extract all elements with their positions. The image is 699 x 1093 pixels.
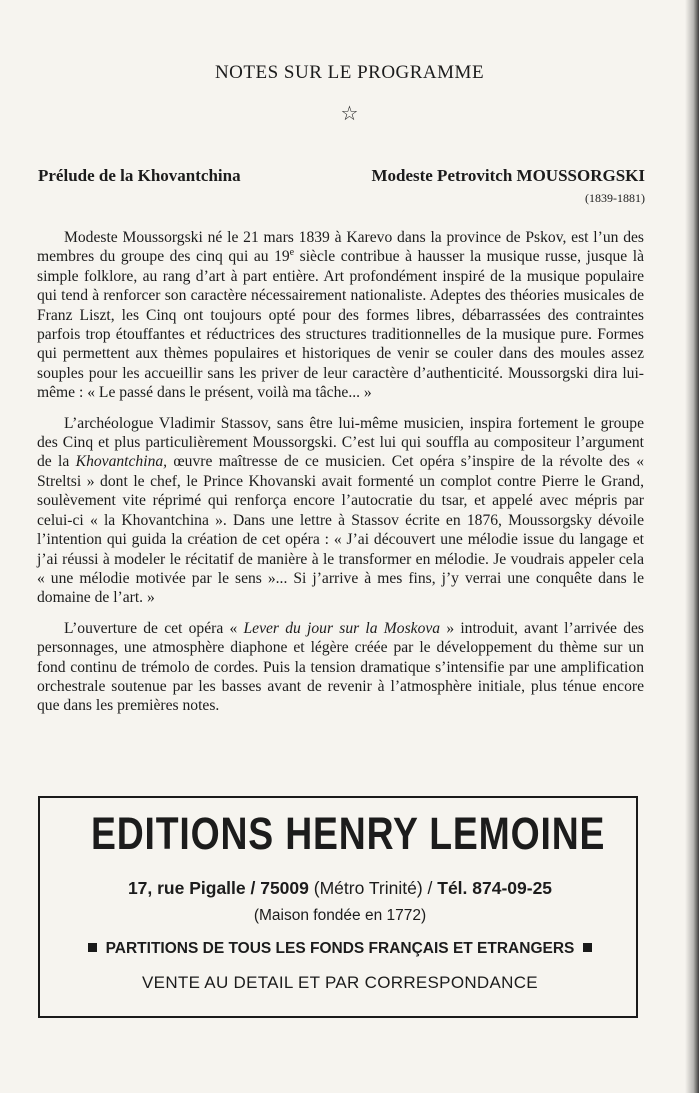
metro-station: (Métro Trinité) / [308, 878, 438, 898]
sales-line: VENTE AU DETAIL ET PAR CORRESPONDANCE [142, 973, 538, 992]
paragraph-text: L’archéologue Vladimir Stassov, sans être lui-même musicien, inspira fortement le groupe des Cinq et plus particulièrement Moussorgski. C’est lui qui souffla au compositeur l’argument de la [37, 414, 644, 471]
paragraph-text: Modeste Moussorgski né le 21 mars 1839 à Karevo dans la province de Pskov, est l’un des membres du groupe des cinq qui au 19 [37, 229, 644, 266]
paragraph-text: L’ouverture de cet opéra « [64, 619, 244, 637]
phone-number: Tél. 874-09-25 [437, 878, 553, 898]
founded-note: (Maison fondée en 1772) [253, 907, 427, 924]
star-ornament-icon: ☆ [340, 103, 359, 125]
program-notes [37, 228, 644, 727]
paragraph-overture [37, 619, 644, 716]
advert-title: EDITIONS HENRY LEMOINE [91, 808, 606, 859]
paragraph-text: siècle contribue à hausser la musique russe, jusque là simple folklore, au rang d’art à part entière. Art profondément inspiré de la musique populaire qui tend à renforcer son caractère nécessairement nationaliste. Adeptes des théories musicales de Franz Liszt, les Cinq ont toujours opté pour des formes libres, débarrassées des contraintes parfois trop étouffantes et réductrices des structures traditionnelles de la musique pure. Formes qui permettent aux thèmes populaires et historiques de venir se couler dans des moules assez souples pour les accueillir sans les priver de leur caractère d’authenticité. Moussorgski dira lui-même : « Le passé dans le présent, voilà ma tâche... » [37, 248, 645, 402]
overture-title: Lever du jour sur la Moskova [243, 619, 441, 637]
publisher-advert [38, 796, 638, 1018]
street-address: 17, rue Pigalle / 75009 [127, 878, 309, 898]
superscript: e [289, 247, 295, 259]
page-heading: NOTES SUR LE PROGRAMME [214, 62, 485, 83]
piece-title: Prélude de la Khovantchina [38, 166, 241, 185]
scores-line [40, 940, 640, 958]
composer-dates: (1839-1881) [585, 191, 645, 205]
composer-name: Modeste Petrovitch MOUSSORGSKI [371, 166, 645, 185]
paragraph-text: » introduit, avant l’arrivée des personnages, une atmosphère diaphone et légère créée par le développement du thème sur un fond continu de trémolo de cordes. Puis la tension dramatique s’intensifie par une amplification orchestrale soutenue par les basses avant de revenir à l’atmosphère initiale, plus ténue encore que dans les premières notes. [37, 619, 644, 715]
advert-address [40, 878, 640, 899]
scores-text: PARTITIONS DE TOUS LES FONDS FRANÇAIS ET ETRANGERS [105, 940, 575, 957]
opera-title: Khovantchina, [75, 453, 168, 471]
paragraph-text: œuvre maîtresse de ce musicien. Cet opéra s’inspire de la révolte des « Streltsi » dont le chef, le Prince Khovanski avait formenté un complot contre Pierre le Grand, soulèvement vite réprimé qui renforça encore l’autocratie du tsar, et appelé avec mépris par celui-ci « la Khovantchina ». Dans une lettre à Stassov écrite en 1876, Moussorgsky dévoile l’intention qui guida la création de cet opéra : « J’ai découvert une mélodie issue du langage et j’ai réussi à modeler le récitatif de manière à le transformer en mélodie. Je voudrais appeler cela « une mélodie motivée par le sens »... Si j’arrive à mes fins, j’y verrai une conquête dans le domaine de l’art. » [37, 453, 644, 607]
paragraph-opera [37, 414, 644, 608]
square-bullet-icon [583, 943, 592, 952]
page-edge-shadow [685, 0, 699, 1093]
square-bullet-icon [88, 943, 97, 952]
paragraph-biography [37, 228, 644, 403]
